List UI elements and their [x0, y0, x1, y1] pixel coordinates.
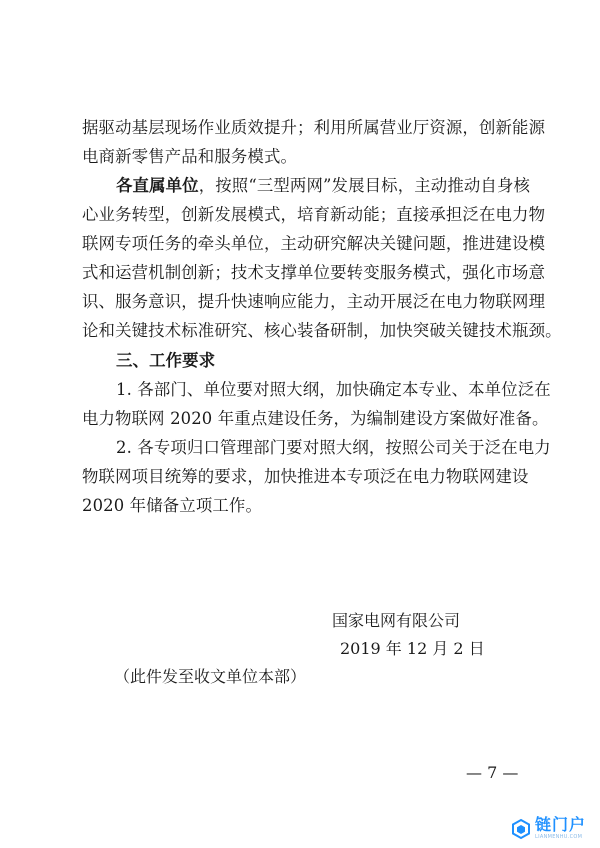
watermark-text-en: LIANMENHU.COM [534, 834, 583, 840]
item-1-line-1: 1. 各部门、单位要对照大纲，加快确定本专业、本单位泛在 [116, 380, 551, 399]
watermark-text-cn: 链门户 [534, 815, 586, 834]
signature-date: 2019 年 12 月 2 日 [340, 639, 485, 658]
item-2-line-1: 2. 各专项归口管理部门要对照大纲，按照公司关于泛在电力 [116, 438, 551, 457]
signature-organization: 国家电网有限公司 [332, 611, 461, 630]
paragraph-2-line-2: 心业务转型，创新发展模式，培育新动能；直接承担泛在电力物 [82, 205, 546, 224]
paragraph-2-lead: 各直属单位 [116, 176, 199, 195]
paragraph-1-line-1: 据驱动基层现场作业质效提升；利用所属营业厅资源，创新能源 [82, 118, 546, 137]
distribution-note: （此件发至收文单位本部） [114, 667, 307, 686]
paragraph-2-line-3: 联网专项任务的牵头单位，主动研究解决关键问题，推进建设模 [82, 234, 546, 253]
watermark-logo [510, 817, 586, 840]
chain-link-icon [510, 818, 532, 840]
section-heading-3: 三、工作要求 [116, 351, 216, 370]
paragraph-2-line-6: 论和关键技术标准研究、核心装备研制，加快突破关键技术瓶颈。 [82, 321, 562, 340]
paragraph-1-line-2: 电商新零售产品和服务模式。 [82, 147, 298, 166]
paragraph-2-line-4: 式和运营机制创新；技术支撑单位要转变服务模式，强化市场意 [82, 263, 546, 282]
page-number: — 7 — [466, 763, 519, 782]
paragraph-2-line-1-rest: ，按照“三型两网”发展目标，主动推动自身核 [198, 176, 531, 195]
item-1-line-2: 电力物联网 2020 年重点建设任务，为编制建设方案做好准备。 [82, 409, 549, 428]
paragraph-2-line-1 [116, 176, 532, 196]
item-2-line-3: 2020 年储备立项工作。 [82, 496, 262, 515]
item-2-line-2: 物联网项目统筹的要求，加快推进本专项泛在电力物联网建设 [82, 467, 529, 486]
paragraph-2-line-5: 识、服务意识，提升快速响应能力，主动开展泛在电力物联网理 [82, 292, 546, 311]
